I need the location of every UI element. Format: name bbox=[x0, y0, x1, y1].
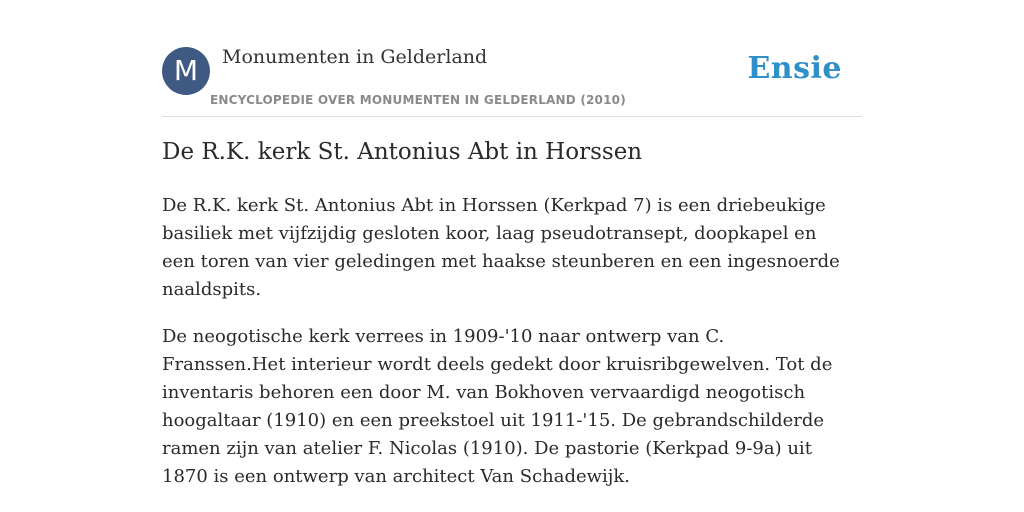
page-container bbox=[162, 0, 862, 487]
entry-body bbox=[162, 192, 852, 510]
ensie-logo[interactable]: Ensie bbox=[747, 51, 842, 86]
source-header bbox=[162, 0, 862, 117]
entry-paragraph: De neogotische kerk verrees in 1909-'10 naar ontwerp van C. Franssen.Het interieur wordt deels gedekt door kruisribgewelven. Tot de inventaris behoren een door M. van Bokhoven vervaardigd neogotisch hoogaltaar (1910) en een preekstoel uit 1911-'15. De gebrandschilderde ramen zijn van atelier F. Nicolas (1910). De pastorie (Kerkpad 9-9a) uit 1870 is een ontwerp van architect Van Schadewijk. bbox=[162, 326, 833, 487]
source-avatar[interactable]: M bbox=[162, 47, 210, 95]
source-subtitle: ENCYCLOPEDIE OVER MONUMENTEN IN GELDERLAND (2010) bbox=[210, 93, 626, 107]
entry-paragraph: De R.K. kerk St. Antonius Abt in Horssen (Kerkpad 7) is een driebeukige basiliek met vijfzijdig gesloten koor, laag pseudotransept, doopkapel en een toren van vier geledingen met haakse steunberen en een ingesnoerde naaldspits. bbox=[162, 195, 840, 300]
entry-title: De R.K. kerk St. Antonius Abt in Horssen bbox=[162, 139, 643, 165]
source-title-link[interactable]: Monumenten in Gelderland bbox=[222, 46, 488, 68]
